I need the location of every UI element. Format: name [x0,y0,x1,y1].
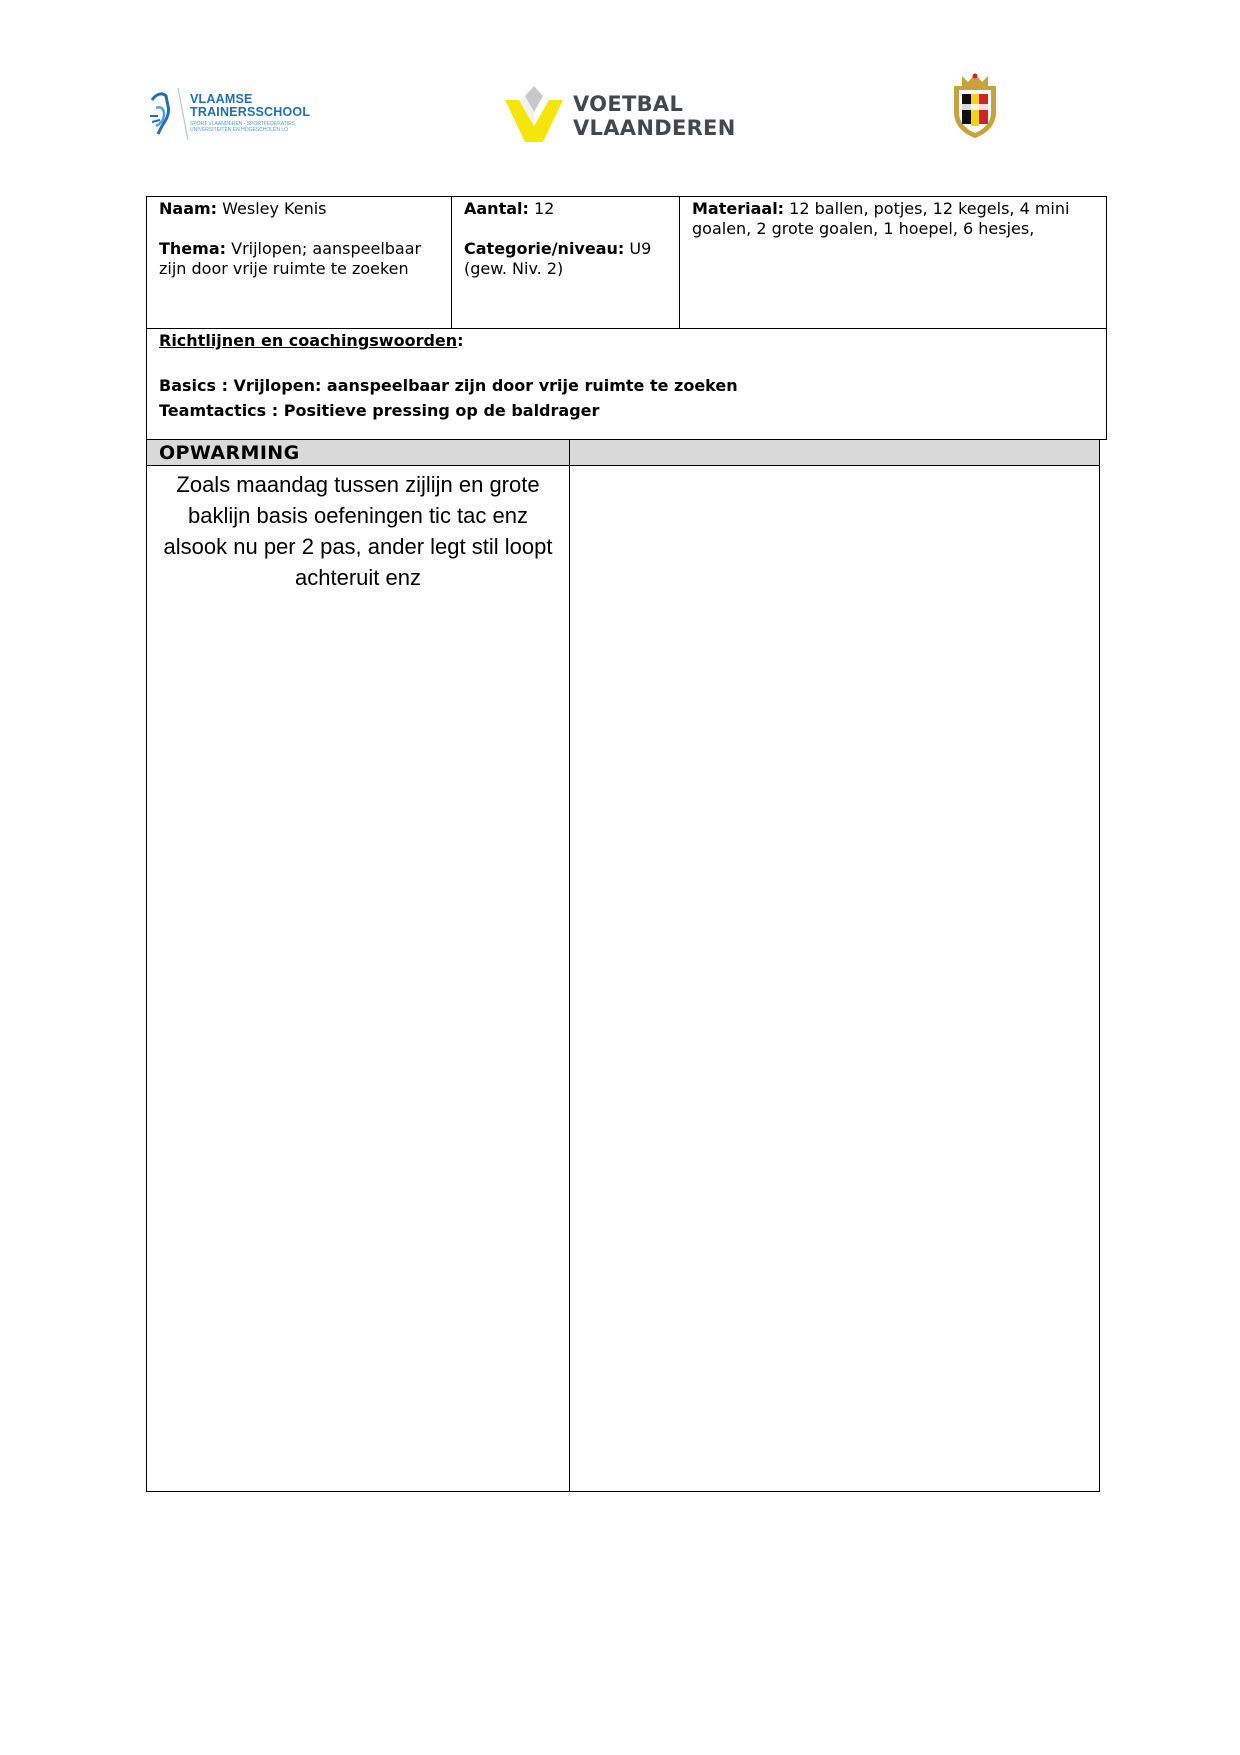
logo-word-voetbal: VOETBAL [573,92,684,116]
aantal-label: Aantal: [464,199,529,218]
teamtactics-line: Teamtactics : Positieve pressing op de baldrager [159,401,600,420]
richtlijnen-heading-text: Richtlijnen en coachingswoorden [159,331,458,350]
row-divider [147,328,1106,329]
thema-line [159,239,444,279]
richtlijnen-cell [159,331,1089,421]
section-header [147,440,1099,466]
opwarming-section [146,440,1100,1492]
materiaal-cell [692,199,1097,239]
logo-line-1: VLAAMSE [190,92,253,106]
categorie-value: U9 (gew. Niv. 2) [464,239,652,278]
logo-subline-1: SPORT VLAANDEREN - SPORTFEDERATIES [190,121,295,127]
categorie-line [464,239,674,279]
vlaamse-trainersschool-logo [148,86,318,142]
richtlijnen-heading [159,331,1089,351]
naam-value: Wesley Kenis [217,199,327,218]
materiaal-value: 12 ballen, potjes, 12 kegels, 4 mini goalen, 2 grote goalen, 1 hoepel, 6 hesjes, [692,199,1070,238]
richtlijnen-heading-colon: : [457,331,464,350]
lion-icon [148,86,194,142]
naam-line [159,199,444,219]
aantal-line [464,199,674,219]
naam-label: Naam: [159,199,218,218]
voetbal-vlaanderen-mark-icon [505,86,563,142]
logo-word-vlaanderen: VLAANDEREN [573,116,736,140]
exercise-description: Zoals maandag tussen zijlijn en grote baklijn basis oefeningen tic tac enz alsook nu per 2 pas, ander legt stil loopt achteruit enz [163,472,553,590]
voetbal-vlaanderen-logo [505,84,735,142]
column-divider [679,197,680,328]
basics-line: Basics : Vrijlopen: aanspeelbaar zijn door vrije ruimte te zoeken [159,376,738,395]
aantal-categorie-cell [464,199,674,279]
logo-subline-2: UNIVERSITEITEN EN HOGESCHOLEN LO [190,127,289,133]
column-divider [569,440,570,1491]
categorie-label: Categorie/niveau: [464,239,625,258]
thema-value: Vrijlopen; aanspeelbaar zijn door vrije ruimte te zoeken [159,239,422,278]
belgian-fa-crest-icon [948,72,1002,140]
logo-line-2: TRAINERSSCHOOL [190,105,311,119]
column-divider [451,197,452,328]
section-title: OPWARMING [159,442,300,464]
materiaal-label: Materiaal: [692,199,785,218]
aantal-value: 12 [528,199,555,218]
session-info-table [146,196,1107,440]
thema-label: Thema: [159,239,227,258]
naam-thema-cell [159,199,444,279]
